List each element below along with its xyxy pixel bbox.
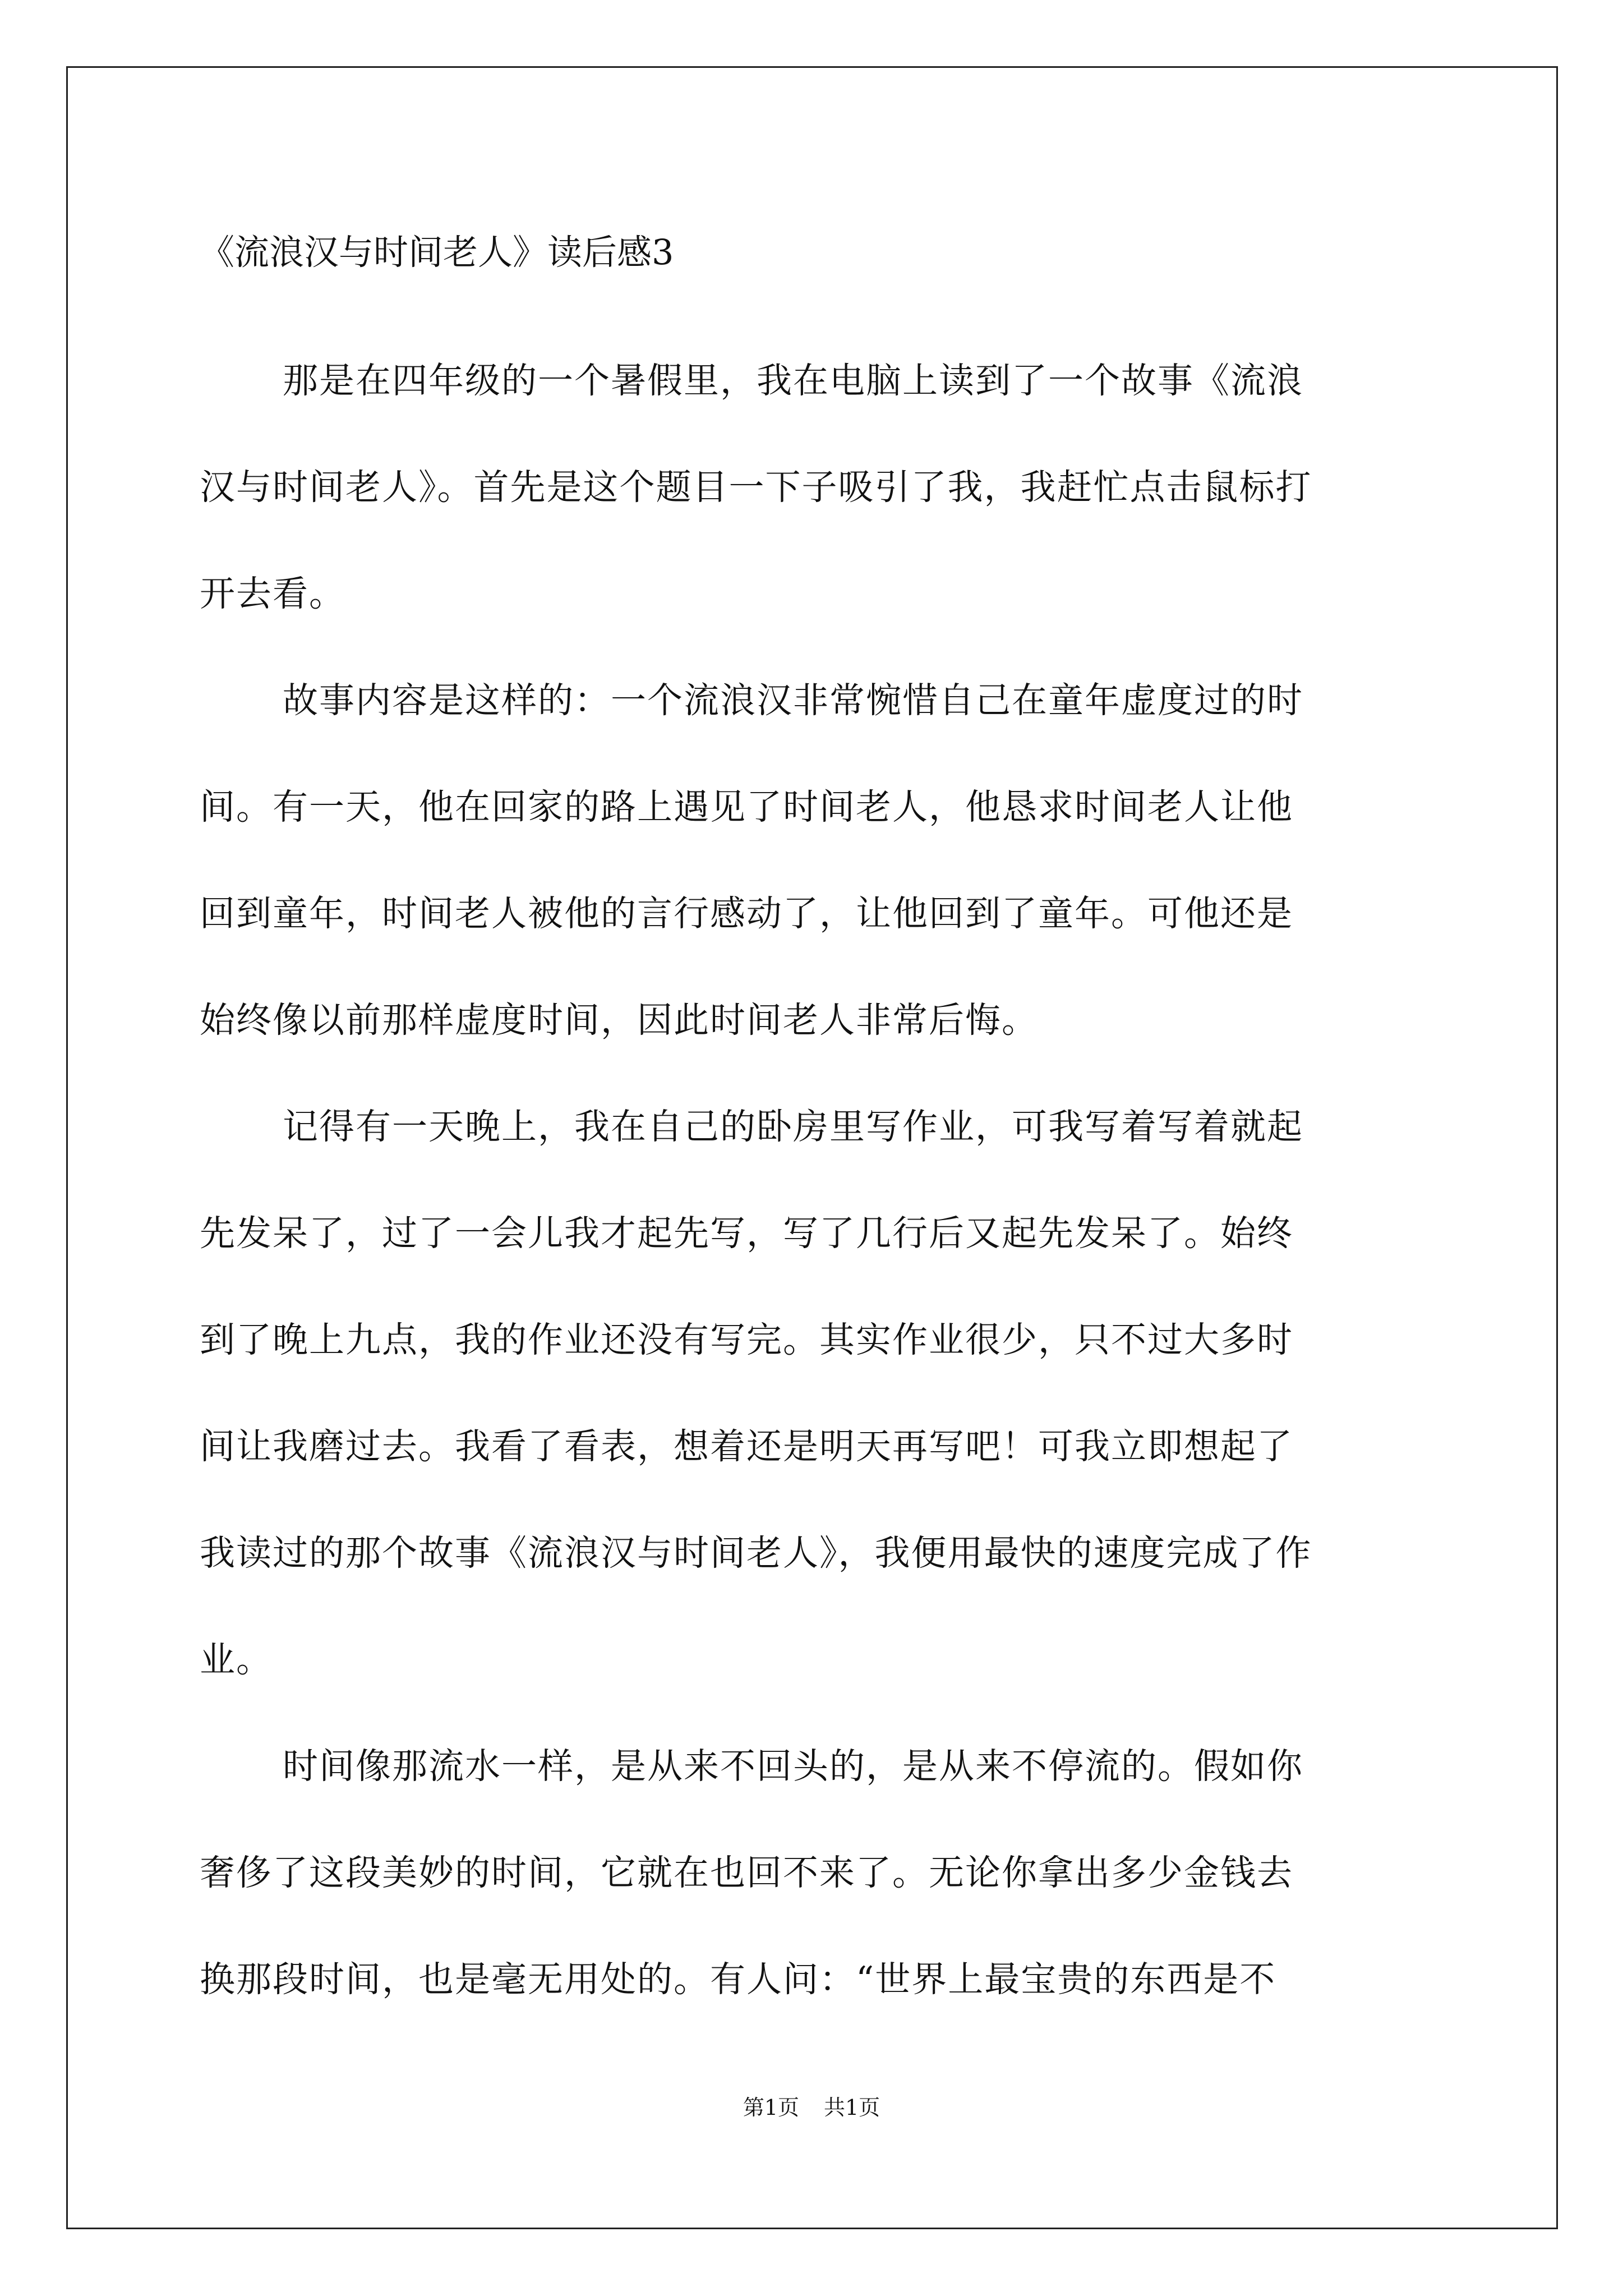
paragraph-3-line-4: 间让我磨过去。我看了看表，想着还是明天再写吧！可我立即想起了 [200, 1426, 1293, 1467]
page-footer [0, 2093, 1623, 2122]
paragraph-3-line-5: 我读过的那个故事《流浪汉与时间老人》，我便用最快的速度完成了作 [200, 1533, 1312, 1573]
paragraph-3-line-1: 记得有一天晚上，我在自己的卧房里写作业，可我写着写着就起 [283, 1106, 1303, 1147]
paragraph-2-line-4: 始终像以前那样虚度时间，因此时间老人非常后悔。 [200, 1000, 1038, 1041]
page-total: 共1页 [824, 2095, 880, 2120]
paragraph-3-line-3: 到了晚上九点，我的作业还没有写完。其实作业很少，只不过大多时 [200, 1319, 1293, 1360]
paragraph-1-line-3: 开去看。 [200, 573, 345, 614]
paragraph-2-line-2: 间。有一天，他在回家的路上遇见了时间老人，他恳求时间老人让他 [200, 786, 1293, 827]
paragraph-2-line-1: 故事内容是这样的：一个流浪汉非常惋惜自己在童年虚度过的时 [283, 680, 1303, 721]
document-title: 《流浪汉与时间老人》读后感3 [200, 232, 674, 273]
paragraph-3-line-6: 业。 [200, 1639, 273, 1680]
page-number: 第1页 [743, 2095, 799, 2120]
paragraph-4-line-3: 换那段时间，也是毫无用处的。有人问：“世界上最宝贵的东西是不 [200, 1959, 1276, 2000]
paragraph-1-line-2: 汉与时间老人》。首先是这个题目一下子吸引了我，我赶忙点击鼠标打 [200, 467, 1312, 508]
paragraph-4-line-1: 时间像那流水一样，是从来不回头的，是从来不停流的。假如你 [283, 1746, 1303, 1787]
document-body [200, 328, 1433, 2033]
paragraph-2-line-3: 回到童年，时间老人被他的言行感动了，让他回到了童年。可他还是 [200, 893, 1293, 934]
paragraph-4-line-2: 奢侈了这段美妙的时间，它就在也回不来了。无论你拿出多少金钱去 [200, 1852, 1293, 1893]
paragraph-3-line-2: 先发呆了，过了一会儿我才起先写，写了几行后又起先发呆了。始终 [200, 1213, 1293, 1254]
paragraph-1-line-1: 那是在四年级的一个暑假里，我在电脑上读到了一个故事《流浪 [283, 360, 1303, 401]
